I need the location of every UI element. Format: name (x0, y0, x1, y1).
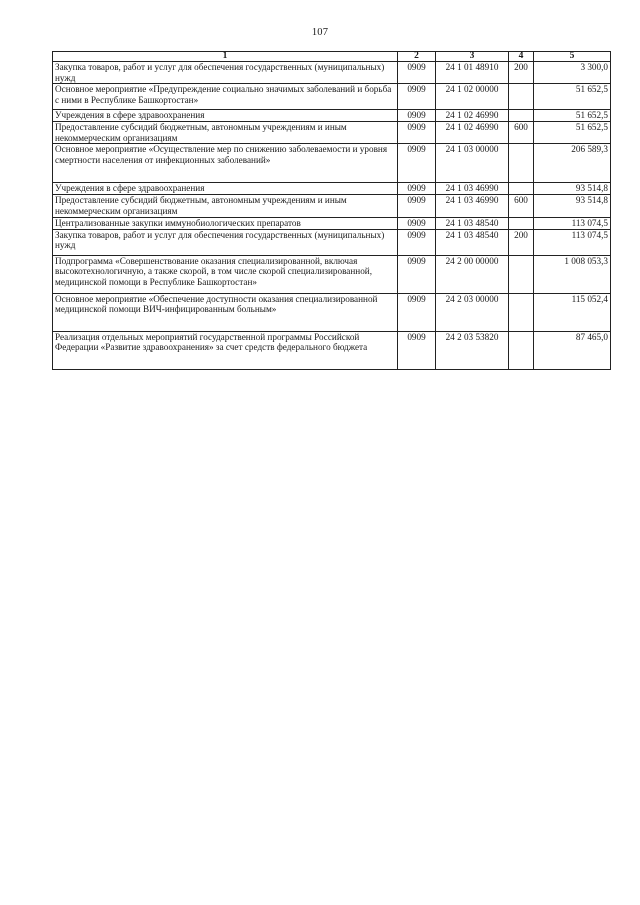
row-expense-type (509, 84, 534, 110)
row-section: 0909 (398, 62, 436, 84)
row-target: 24 1 03 00000 (436, 144, 509, 183)
row-target: 24 1 02 00000 (436, 84, 509, 110)
row-expense-type (509, 331, 534, 369)
table-row (53, 255, 611, 293)
row-expense-type: 200 (509, 62, 534, 84)
row-amount: 3 300,0 (534, 62, 611, 84)
row-expense-type (509, 110, 534, 122)
row-target: 24 2 00 00000 (436, 255, 509, 293)
column-header-amount: 5 (534, 52, 611, 62)
row-section: 0909 (398, 84, 436, 110)
row-amount: 51 652,5 (534, 122, 611, 144)
row-amount: 51 652,5 (534, 110, 611, 122)
column-header-section: 2 (398, 52, 436, 62)
row-name: Централизованные закупки иммунобиологических препаратов (53, 217, 398, 229)
table-row (53, 195, 611, 217)
table-header-row (53, 52, 611, 62)
row-section: 0909 (398, 217, 436, 229)
table-row (53, 183, 611, 195)
row-section: 0909 (398, 195, 436, 217)
row-section: 0909 (398, 183, 436, 195)
table-row (53, 62, 611, 84)
row-target: 24 1 03 46990 (436, 195, 509, 217)
column-header-name: 1 (53, 52, 398, 62)
row-section: 0909 (398, 144, 436, 183)
row-name: Закупка товаров, работ и услуг для обеспечения государственных (муниципальных) нужд (53, 229, 398, 255)
row-amount: 1 008 053,3 (534, 255, 611, 293)
row-target: 24 1 03 46990 (436, 183, 509, 195)
row-section: 0909 (398, 122, 436, 144)
row-name: Предоставление субсидий бюджетным, автономным учреждениям и иным некоммерческим организациям (53, 195, 398, 217)
row-expense-type (509, 255, 534, 293)
table-row (53, 331, 611, 369)
row-expense-type: 600 (509, 195, 534, 217)
row-target: 24 1 03 48540 (436, 229, 509, 255)
row-target: 24 1 02 46990 (436, 122, 509, 144)
row-target: 24 1 03 48540 (436, 217, 509, 229)
row-section: 0909 (398, 331, 436, 369)
column-header-target: 3 (436, 52, 509, 62)
table-row (53, 110, 611, 122)
row-amount: 113 074,5 (534, 229, 611, 255)
row-expense-type (509, 183, 534, 195)
row-name: Реализация отдельных мероприятий государственной программы Российской Федерации «Развитие здравоохранения» за счет средств федерального бюджета (53, 331, 398, 369)
row-name: Основное мероприятие «Предупреждение социально значимых заболеваний и борьба с ними в Республике Башкортостан» (53, 84, 398, 110)
row-target: 24 2 03 53820 (436, 331, 509, 369)
table-row (53, 217, 611, 229)
row-name: Учреждения в сфере здравоохранения (53, 110, 398, 122)
row-name: Основное мероприятие «Обеспечение доступности оказания специализированной медицинской помощи ВИЧ-инфицированным больным» (53, 293, 398, 331)
row-section: 0909 (398, 110, 436, 122)
row-expense-type (509, 217, 534, 229)
row-section: 0909 (398, 255, 436, 293)
row-name: Учреждения в сфере здравоохранения (53, 183, 398, 195)
row-amount: 115 052,4 (534, 293, 611, 331)
row-amount: 87 465,0 (534, 331, 611, 369)
row-name: Закупка товаров, работ и услуг для обеспечения государственных (муниципальных) нужд (53, 62, 398, 84)
row-expense-type (509, 293, 534, 331)
page-number: 107 (311, 27, 329, 38)
row-section: 0909 (398, 229, 436, 255)
row-section: 0909 (398, 293, 436, 331)
table-row (53, 144, 611, 183)
row-expense-type: 600 (509, 122, 534, 144)
row-expense-type (509, 144, 534, 183)
table-row (53, 122, 611, 144)
row-target: 24 1 02 46990 (436, 110, 509, 122)
row-expense-type: 200 (509, 229, 534, 255)
table-row (53, 293, 611, 331)
budget-table (52, 51, 611, 370)
row-amount: 206 589,3 (534, 144, 611, 183)
row-name: Подпрограмма «Совершенствование оказания специализированной, включая высокотехнологичную, а также скорой, в том числе скорой специализированной, медицинской помощи в Республике Башкортостан» (53, 255, 398, 293)
row-name: Предоставление субсидий бюджетным, автономным учреждениям и иным некоммерческим организациям (53, 122, 398, 144)
row-target: 24 1 01 48910 (436, 62, 509, 84)
row-amount: 93 514,8 (534, 195, 611, 217)
row-amount: 93 514,8 (534, 183, 611, 195)
row-amount: 113 074,5 (534, 217, 611, 229)
table-row (53, 229, 611, 255)
column-header-expense-type: 4 (509, 52, 534, 62)
row-name: Основное мероприятие «Осуществление мер по снижению заболеваемости и уровня смертности населения от инфекционных заболеваний» (53, 144, 398, 183)
row-target: 24 2 03 00000 (436, 293, 509, 331)
table-row (53, 84, 611, 110)
row-amount: 51 652,5 (534, 84, 611, 110)
